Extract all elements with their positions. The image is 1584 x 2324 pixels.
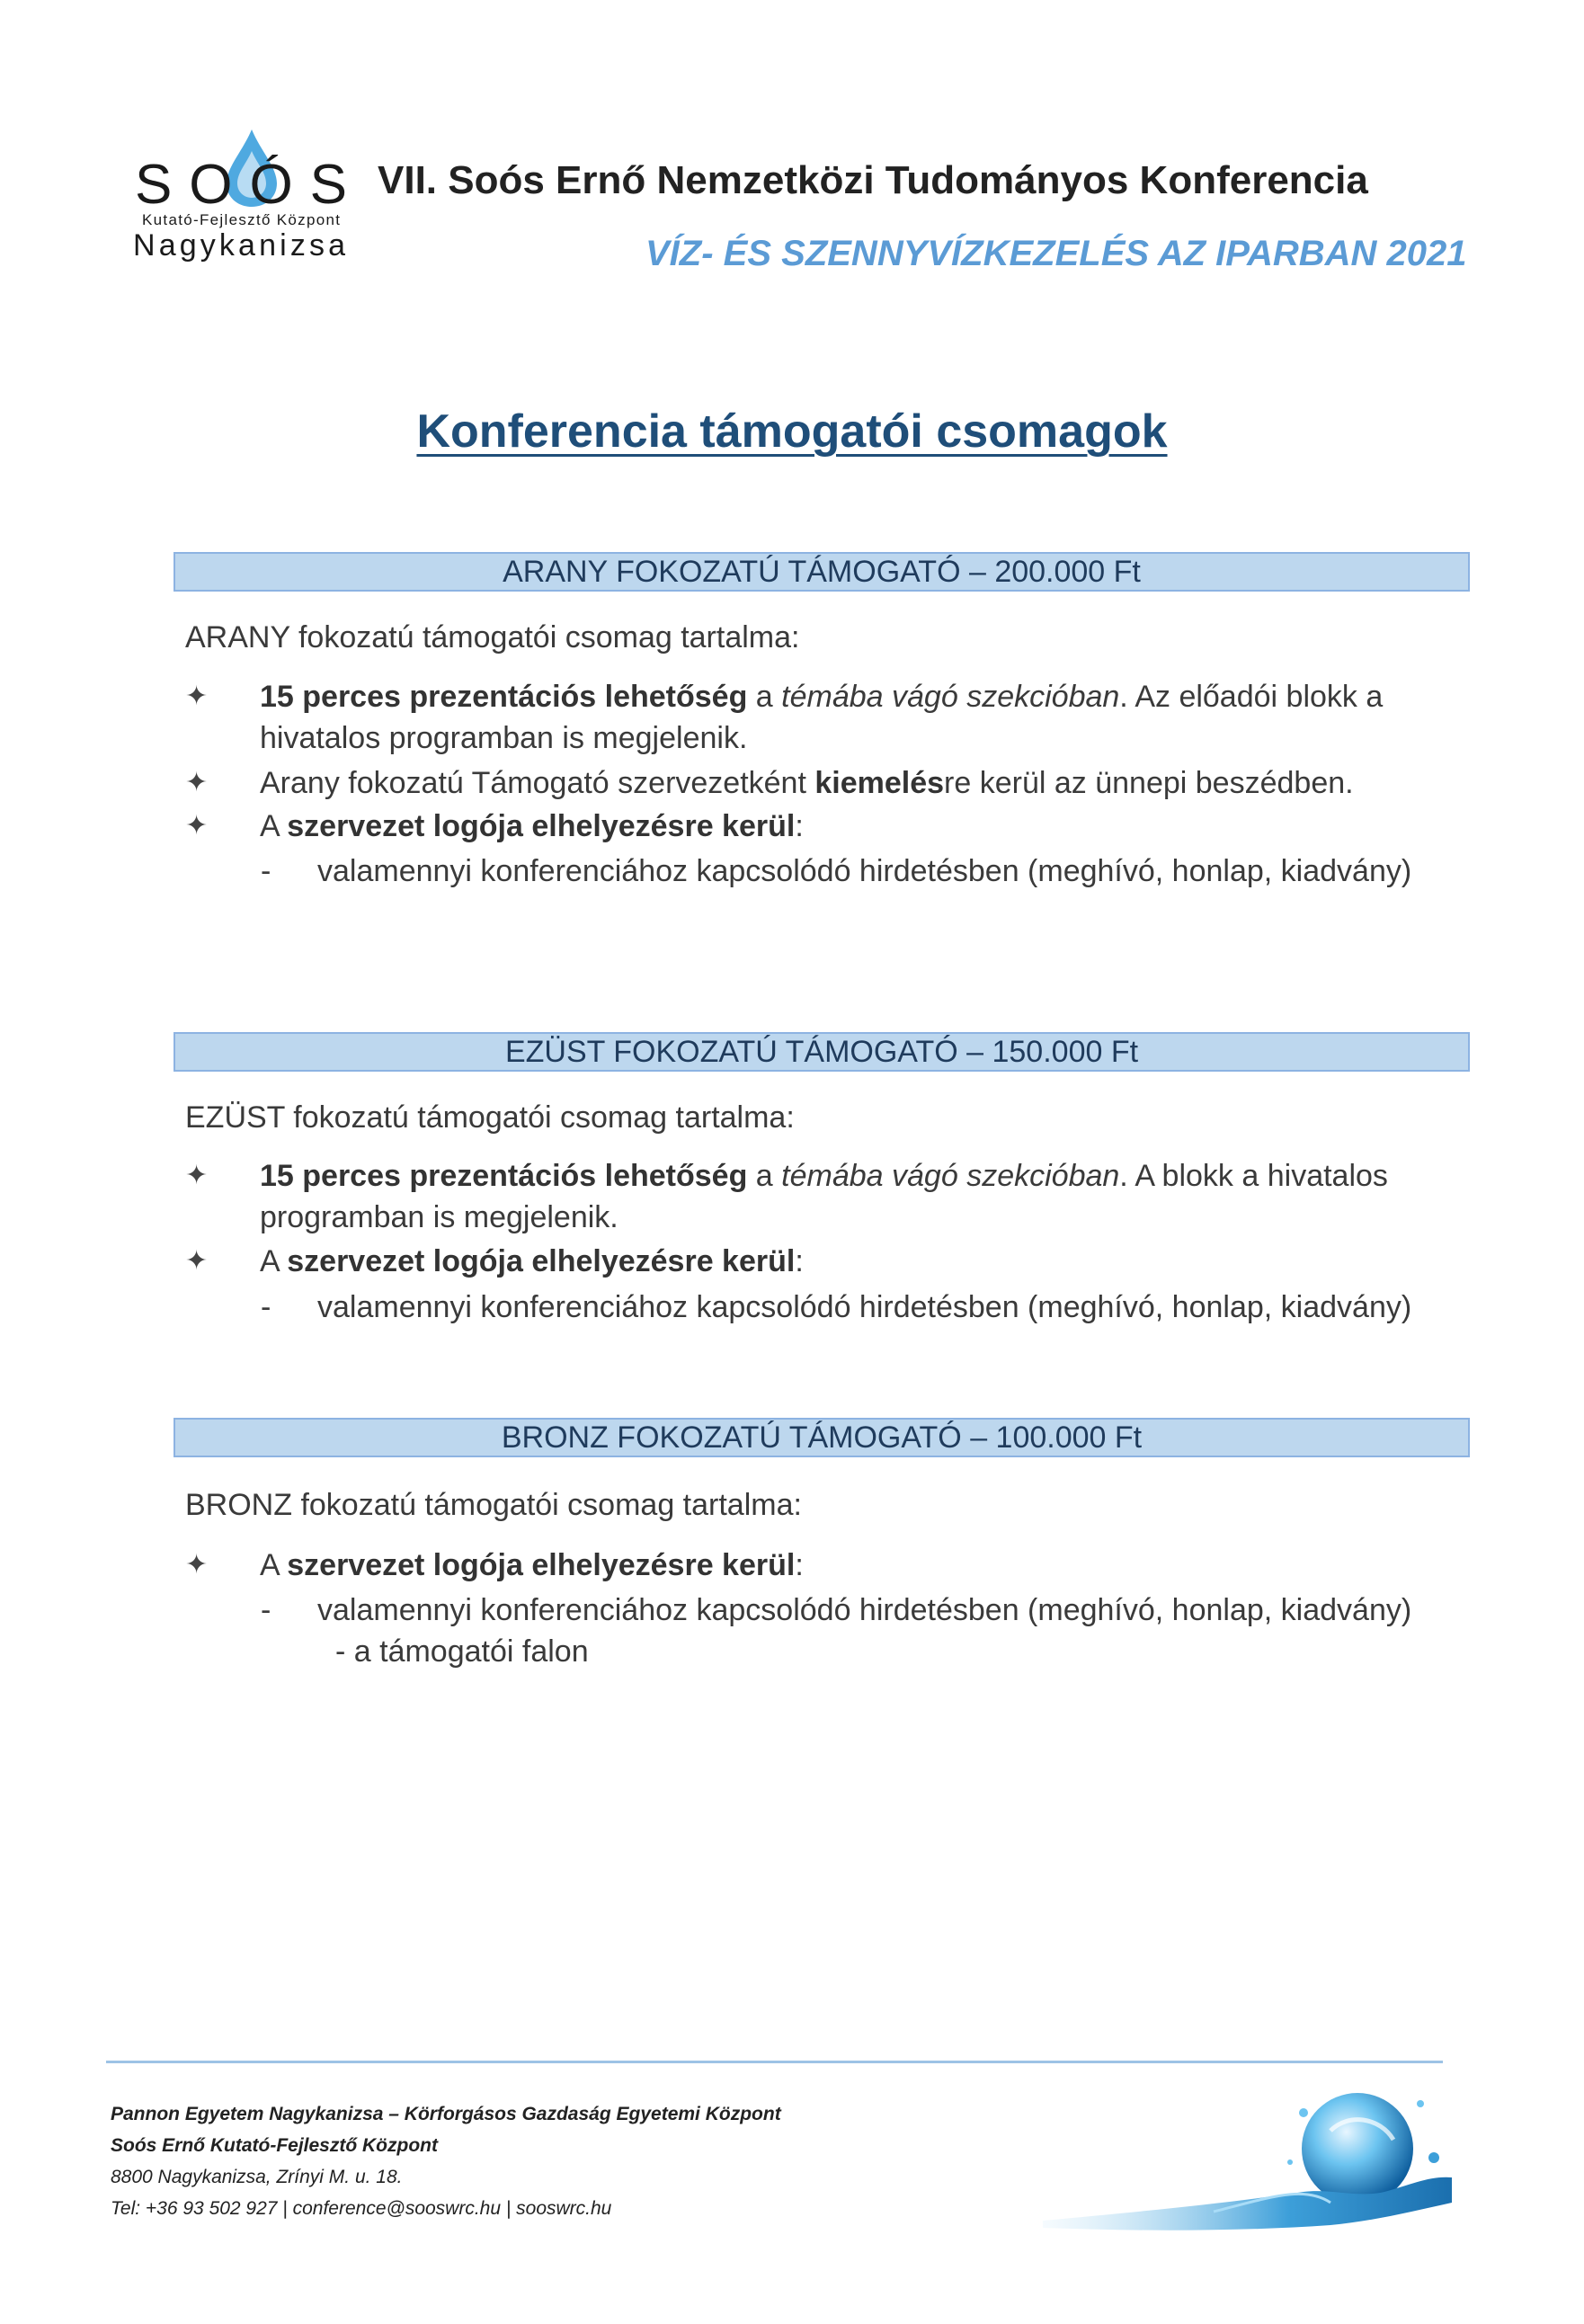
logo — [126, 124, 360, 268]
logo-graphic — [126, 124, 360, 268]
bullet-star-icon: ✦ — [185, 681, 209, 711]
footer-divider — [106, 2061, 1443, 2063]
sub-list-item: - valamennyi konferenciához kapcsolódó hirdetésben (meghívó, honlap, kiadvány) - a támogatói falon — [261, 1593, 1412, 1669]
logo-city: Nagykanizsa — [133, 228, 345, 263]
sub-list-item: - valamennyi konferenciához kapcsolódó hirdetésben (meghívó, honlap, kiadvány) — [261, 854, 1412, 888]
logo-tagline: Kutató-Fejlesztő Központ — [142, 211, 340, 228]
bullet-star-icon: ✦ — [185, 1550, 209, 1580]
sub-list-item: - valamennyi konferenciához kapcsolódó hirdetésben (meghívó, honlap, kiadvány) — [261, 1290, 1412, 1324]
bullet-star-icon: ✦ — [185, 1246, 209, 1276]
conference-subtitle: VÍZ- ÉS SZENNYVÍZKEZELÉS AZ IPARBAN 2021 — [645, 234, 1467, 273]
list-item: ✦ A szervezet logója elhelyezésre kerül: — [185, 1545, 1471, 1586]
tier-band-bronze: BRONZ FOKOZATÚ TÁMOGATÓ – 100.000 Ft — [174, 1418, 1470, 1457]
list-item: ✦ A szervezet logója elhelyezésre kerül: — [185, 1241, 1471, 1282]
bullet-star-icon: ✦ — [185, 768, 209, 797]
water-splash-icon — [1034, 2077, 1456, 2252]
logo-word: SOÓS — [135, 154, 351, 216]
footer-contact: Tel: +36 93 502 927 | conference@sooswrc.hu | sooswrc.hu — [111, 2198, 612, 2219]
tier-intro-gold: ARANY fokozatú támogatói csomag tartalma: — [185, 620, 800, 654]
list-item: ✦ 15 perces prezentációs lehetőség a témába vágó szekcióban. Az előadói blokk a hivatalos programban is megjelenik. — [185, 676, 1471, 759]
bullet-star-icon: ✦ — [185, 811, 209, 841]
page-title-text: Konferencia támogatói csomagok — [416, 405, 1168, 458]
conference-title: VII. Soós Ernő Nemzetközi Tudományos Konferencia — [378, 158, 1368, 202]
footer-address: 8800 Nagykanizsa, Zrínyi M. u. 18. — [111, 2167, 403, 2187]
tier-band-gold: ARANY FOKOZATÚ TÁMOGATÓ – 200.000 Ft — [174, 552, 1470, 592]
tier-intro-bronze: BRONZ fokozatú támogatói csomag tartalma: — [185, 1488, 802, 1522]
footer-line-2: Soós Ernő Kutató-Fejlesztő Központ — [111, 2135, 438, 2156]
bullet-star-icon: ✦ — [185, 1161, 209, 1190]
list-item: ✦ Arany fokozatú Támogató szervezetként kiemelésre kerül az ünnepi beszédben. — [185, 762, 1471, 804]
page-title — [0, 405, 1584, 459]
list-item: ✦ 15 perces prezentációs lehetőség a témába vágó szekcióban. A blokk a hivatalos programban is megjelenik. — [185, 1155, 1471, 1238]
footer-line-1: Pannon Egyetem Nagykanizsa – Körforgásos Gazdaság Egyetemi Központ — [111, 2104, 781, 2124]
tier-intro-silver: EZÜST fokozatú támogatói csomag tartalma: — [185, 1100, 795, 1135]
tier-band-silver: EZÜST FOKOZATÚ TÁMOGATÓ – 150.000 Ft — [174, 1032, 1470, 1072]
list-item: ✦ A szervezet logója elhelyezésre kerül: — [185, 806, 1471, 847]
